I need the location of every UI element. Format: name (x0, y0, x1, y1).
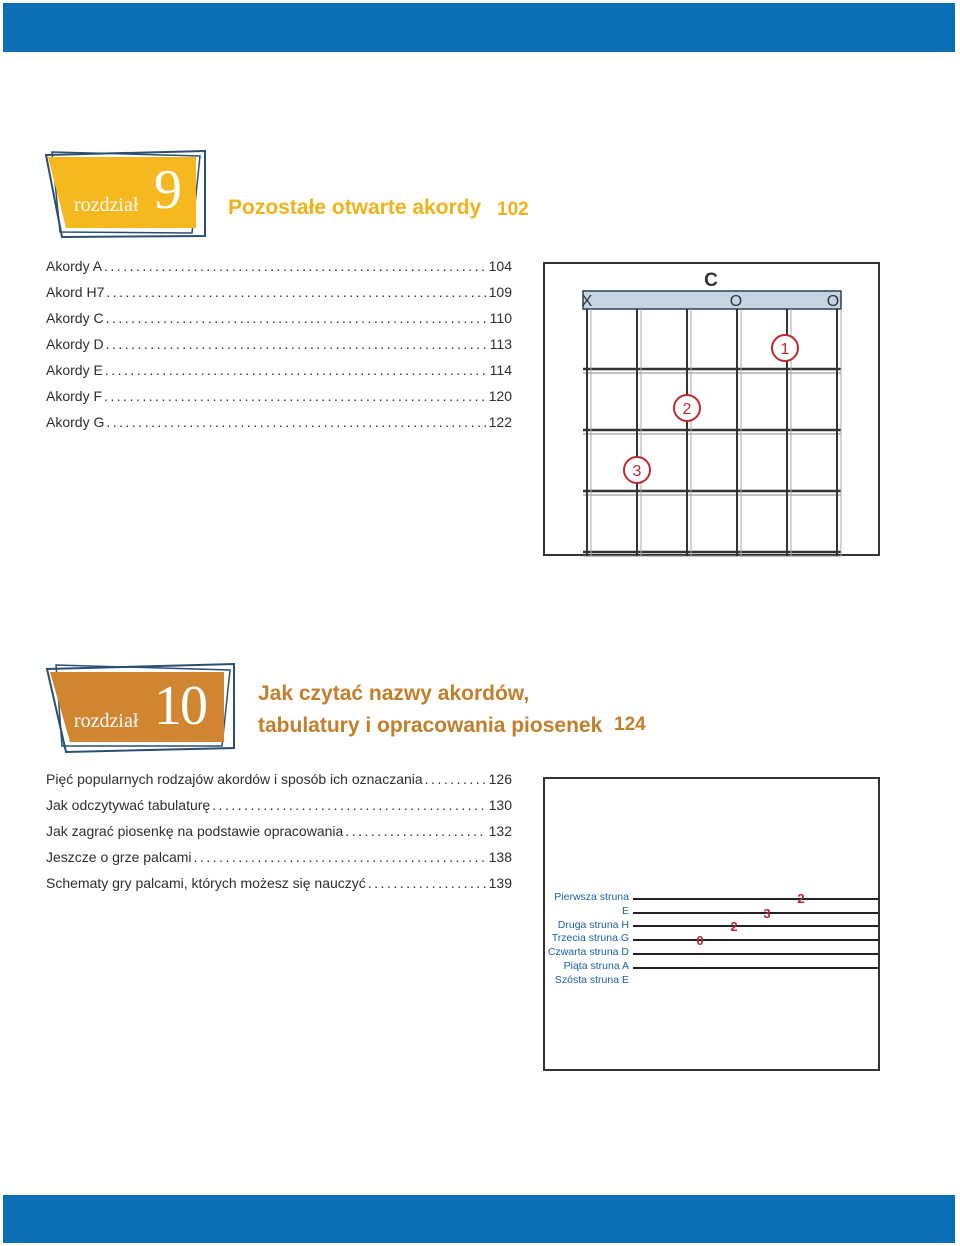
toc-leader-dots (104, 284, 486, 300)
tab-string-name: Pierwsza struna E (554, 891, 629, 917)
chapter-10-label: rozdział (74, 710, 139, 732)
tab-note-fret: 2 (730, 919, 738, 934)
toc-entry-page: 104 (488, 258, 512, 274)
toc-entry-title: Akordy D (46, 336, 104, 352)
toc-leader-dots (104, 310, 488, 326)
chapter-9-toc (46, 258, 512, 440)
chord-finger-number-2: 2 (682, 401, 692, 418)
toc-entry-page: 138 (488, 849, 512, 865)
chapter-9-number: 9 (154, 159, 180, 221)
toc-entry[interactable] (46, 362, 512, 388)
toc-entry-page: 126 (488, 771, 512, 787)
chord-string-mark: O (729, 293, 743, 310)
toc-leader-dots (104, 336, 488, 352)
chapter-9-title-text: Pozostałe otwarte akordy (228, 196, 482, 219)
chapter-10-page: 124 (614, 714, 646, 735)
toc-entry-title: Schematy gry palcami, których możesz się nauczyć (46, 875, 366, 891)
bottom-color-band (3, 1195, 955, 1243)
chord-diagram (543, 262, 880, 556)
toc-leader-dots (102, 258, 487, 274)
toc-entry-title: Jak zagrać piosenkę na podstawie opracowania (46, 823, 344, 839)
toc-entry-page: 120 (488, 388, 512, 404)
tab-string-name: Trzecia struna G (551, 932, 629, 945)
toc-entry[interactable] (46, 414, 512, 440)
tab-note-fret: 3 (763, 906, 771, 921)
tab-string-name: Szósta struna E (554, 973, 629, 986)
toc-entry-page: 109 (488, 284, 512, 300)
chapter-10-title-line2: tabulatury i opracowania piosenek (258, 714, 603, 737)
toc-entry[interactable] (46, 388, 512, 414)
tab-diagram-svg (545, 779, 882, 1073)
toc-entry-title: Akordy A (46, 258, 103, 274)
toc-entry-title: Pięć popularnych rodzajów akordów i sposób ich oznaczania (46, 771, 423, 787)
toc-entry-title: Akordy C (46, 310, 104, 326)
chapter-10-title-line1: Jak czytać nazwy akordów, (258, 682, 530, 705)
toc-entry-page: 122 (488, 414, 512, 430)
toc-leader-dots (366, 875, 487, 891)
tab-diagram (543, 777, 880, 1071)
chapter-10-number: 10 (154, 675, 206, 737)
toc-entry-page: 113 (489, 336, 512, 352)
toc-leader-dots (343, 823, 486, 839)
toc-entry[interactable] (46, 875, 512, 901)
tab-string-name: Piąta struna A (563, 959, 629, 972)
chapter-9-badge (42, 148, 208, 240)
chapter-9-page: 102 (497, 199, 529, 220)
toc-entry-title: Akord H7 (46, 284, 105, 300)
toc-leader-dots (103, 362, 488, 378)
chord-name: C (704, 270, 718, 291)
toc-entry[interactable] (46, 310, 512, 336)
toc-entry[interactable] (46, 284, 512, 310)
toc-entry[interactable] (46, 258, 512, 284)
toc-entry-title: Jeszcze o grze palcami (46, 849, 192, 865)
toc-entry-title: Akordy G (46, 414, 105, 430)
toc-entry-page: 132 (488, 823, 512, 839)
toc-entry[interactable] (46, 797, 512, 823)
toc-entry[interactable] (46, 336, 512, 362)
tab-string-name: Czwarta struna D (547, 946, 629, 959)
toc-entry[interactable] (46, 849, 512, 875)
chapter-9-title (228, 196, 481, 220)
chapter-10-badge (44, 662, 238, 754)
toc-entry-title: Akordy E (46, 362, 103, 378)
chapter-10-title (258, 678, 602, 742)
chapter-10-toc (46, 771, 512, 901)
toc-entry-title: Akordy F (46, 388, 103, 404)
toc-leader-dots (102, 388, 487, 404)
toc-entry[interactable] (46, 823, 512, 849)
chord-finger-number-1: 1 (780, 341, 790, 358)
toc-entry[interactable] (46, 771, 512, 797)
toc-entry-page: 139 (488, 875, 512, 891)
toc-entry-page: 114 (489, 362, 512, 378)
toc-entry-page: 130 (488, 797, 512, 813)
tab-note-fret: 2 (797, 891, 805, 906)
top-color-band (3, 3, 955, 52)
toc-leader-dots (423, 771, 487, 787)
chord-string-mark: O (826, 293, 840, 310)
chord-nut-bar (583, 291, 841, 309)
toc-entry-page: 110 (489, 310, 512, 326)
chapter-10-badge-shape (44, 662, 238, 754)
toc-entry-title: Jak odczytywać tabulaturę (46, 797, 211, 813)
tab-string-name: Druga struna H (557, 918, 629, 931)
chord-string-mark: X (581, 293, 593, 310)
chord-finger-number-3: 3 (632, 463, 642, 480)
chapter-9-label: rozdział (74, 194, 139, 216)
tab-note-fret: 0 (696, 933, 704, 948)
toc-leader-dots (192, 849, 487, 865)
toc-leader-dots (104, 414, 486, 430)
toc-leader-dots (210, 797, 486, 813)
chord-diagram-svg (545, 264, 882, 558)
